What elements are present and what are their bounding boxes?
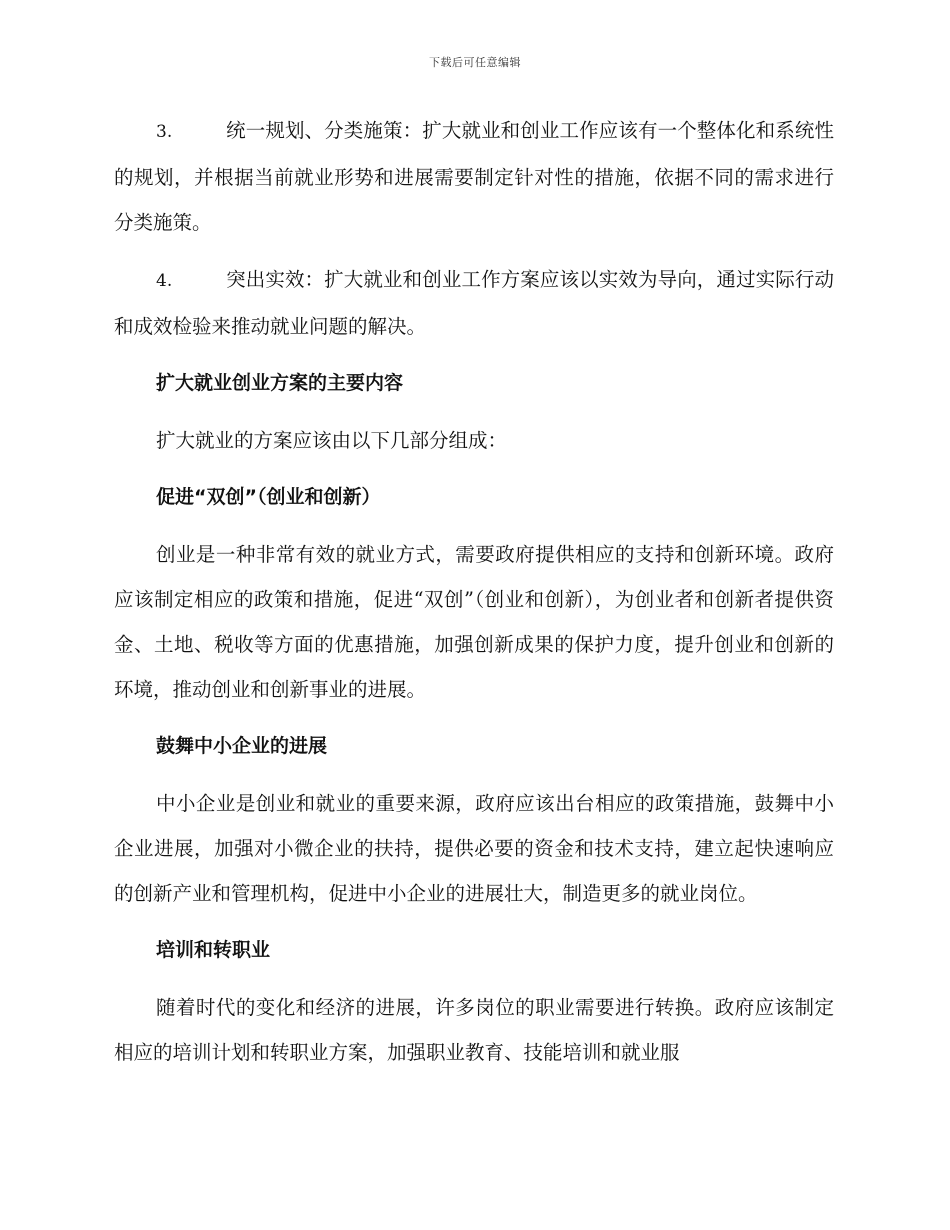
- section-heading-training: 培训和转职业: [156, 939, 271, 961]
- section-heading-double-innovation: 促进“双创”（创业和创新）: [156, 486, 381, 508]
- page-header: 下载后可任意编辑: [429, 56, 521, 69]
- section-heading-sme-development: 鼓舞中小企业的进展: [156, 735, 328, 757]
- paragraph-double-innovation: 创业是一种非常有效的就业方式，需要政府提供相应的支持和创新环境。政府应该制定相应的政策和措施，促进“双创”（创业和创新），为创业者和创新者提供资金、土地、税收等方面的优惠措施，加强创新成果的保护力度，提升创业和创新的环境，推动创业和创新事业的进展。: [114, 543, 834, 701]
- paragraph-training: 随着时代的变化和经济的进展，许多岗位的职业需要进行转换。政府应该制定相应的培训计划和转职业方案，加强职业教育、技能培训和就业服: [114, 996, 834, 1064]
- intro-paragraph: 扩大就业的方案应该由以下几部分组成：: [156, 429, 508, 452]
- list-item-text: 突出实效：扩大就业和创业工作方案应该以实效为导向，通过实际行动和成效检验来推动就业问题的解决。: [114, 268, 834, 338]
- list-item-text: 统一规划、分类施策：扩大就业和创业工作应该有一个整体化和系统性的规划，并根据当前就业形势和进展需要制定针对性的措施，依据不同的需求进行分类施策。: [114, 119, 834, 234]
- paragraph-sme-development: 中小企业是创业和就业的重要来源，政府应该出台相应的政策措施，鼓舞中小企业进展，加强对小微企业的扶持，提供必要的资金和技术支持，建立起快速响应的创新产业和管理机构，促进中小企业的进展壮大，制造更多的就业岗位。: [114, 792, 834, 905]
- document-body: [114, 108, 834, 1087]
- list-item-4: [114, 257, 834, 349]
- list-item-3: [114, 108, 834, 245]
- list-number: 3.: [156, 122, 173, 142]
- list-number: 4.: [156, 271, 173, 291]
- section-heading-main-content: 扩大就业创业方案的主要内容: [156, 372, 404, 394]
